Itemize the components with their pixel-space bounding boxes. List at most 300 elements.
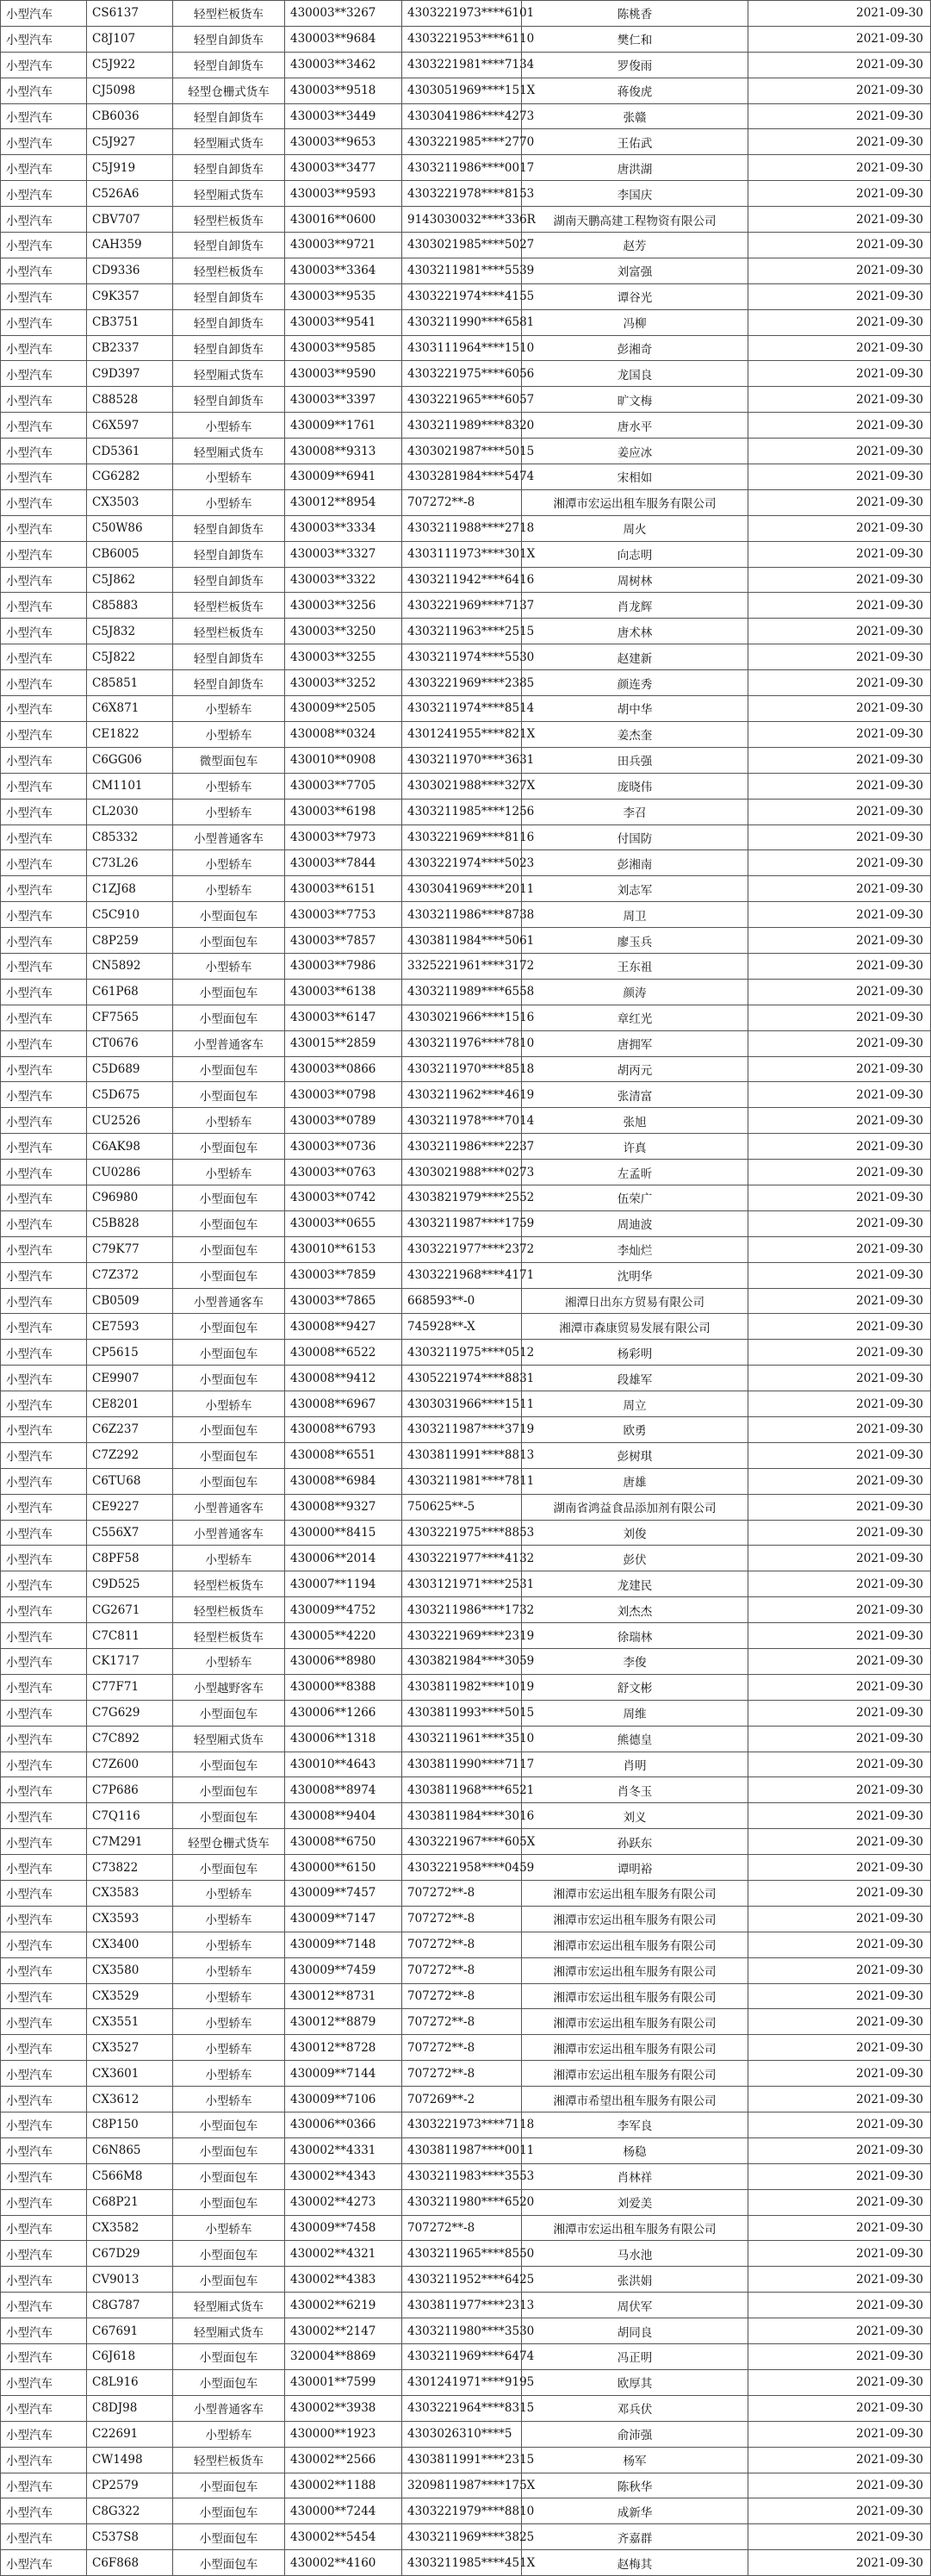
- cell-owner-name: 王东祖: [522, 953, 748, 979]
- cell-code-number: 430002**1188: [285, 2473, 402, 2498]
- cell-owner-id: 4303211961****3510: [402, 1726, 522, 1752]
- cell-date: 2021-09-30: [748, 1, 931, 27]
- cell-code-number: 430003**0798: [285, 1082, 402, 1108]
- cell-date: 2021-09-30: [748, 2447, 931, 2473]
- cell-vehicle-category: 小型汽车: [1, 1262, 87, 1288]
- table-row: [1, 2215, 931, 2241]
- cell-owner-id: 4303221969****2319: [402, 1623, 522, 1649]
- cell-owner-id: 3209811987****175X: [402, 2473, 522, 2498]
- cell-plate-number: C6J618: [87, 2344, 173, 2370]
- cell-date: 2021-09-30: [748, 1056, 931, 1082]
- cell-vehicle-type: 轻型厢式货车: [173, 2318, 285, 2344]
- cell-vehicle-category: 小型汽车: [1, 2344, 87, 2370]
- table-row: [1, 387, 931, 413]
- cell-owner-name: 欧厚其: [522, 2369, 748, 2395]
- cell-code-number: 430003**9518: [285, 78, 402, 103]
- cell-vehicle-category: 小型汽车: [1, 747, 87, 773]
- cell-vehicle-category: 小型汽车: [1, 1391, 87, 1417]
- cell-vehicle-type: 轻型自卸货车: [173, 155, 285, 181]
- table-row: [1, 1005, 931, 1030]
- cell-vehicle-type: 轻型自卸货车: [173, 670, 285, 696]
- cell-owner-id: 4303811977****2313: [402, 2293, 522, 2318]
- cell-vehicle-category: 小型汽车: [1, 2369, 87, 2395]
- cell-owner-name: 彭伏: [522, 1546, 748, 1571]
- table-row: [1, 2163, 931, 2189]
- table-row: [1, 773, 931, 799]
- cell-date: 2021-09-30: [748, 1210, 931, 1236]
- cell-plate-number: C6F868: [87, 2550, 173, 2576]
- cell-vehicle-category: 小型汽车: [1, 258, 87, 283]
- cell-date: 2021-09-30: [748, 309, 931, 335]
- cell-date: 2021-09-30: [748, 928, 931, 954]
- cell-owner-id: 4303221964****8315: [402, 2395, 522, 2421]
- table-row: [1, 979, 931, 1005]
- cell-owner-id: 4303211976****7810: [402, 1030, 522, 1056]
- table-row: [1, 696, 931, 722]
- cell-code-number: 430003**7859: [285, 1262, 402, 1288]
- cell-vehicle-category: 小型汽车: [1, 2087, 87, 2112]
- cell-plate-number: CE9227: [87, 1494, 173, 1520]
- cell-code-number: 430006**0366: [285, 2112, 402, 2138]
- cell-owner-name: 成新华: [522, 2498, 748, 2524]
- cell-plate-number: C68P21: [87, 2189, 173, 2215]
- cell-owner-id: 4303031966****1511: [402, 1391, 522, 1417]
- cell-vehicle-category: 小型汽车: [1, 1546, 87, 1571]
- cell-owner-id: 4303211980****6520: [402, 2189, 522, 2215]
- cell-date: 2021-09-30: [748, 696, 931, 722]
- cell-vehicle-type: 小型轿车: [173, 1906, 285, 1932]
- cell-vehicle-category: 小型汽车: [1, 439, 87, 464]
- cell-vehicle-type: 小型轿车: [173, 2421, 285, 2447]
- cell-vehicle-category: 小型汽车: [1, 824, 87, 850]
- cell-code-number: 430000**6150: [285, 1855, 402, 1881]
- cell-plate-number: C5J922: [87, 52, 173, 78]
- cell-owner-id: 4303211970****8518: [402, 1056, 522, 1082]
- cell-plate-number: C537S8: [87, 2524, 173, 2550]
- cell-owner-id: 4303211969****6474: [402, 2344, 522, 2370]
- cell-date: 2021-09-30: [748, 26, 931, 52]
- table-row: [1, 361, 931, 387]
- cell-vehicle-type: 小型轿车: [173, 1546, 285, 1571]
- cell-code-number: 430003**3255: [285, 644, 402, 670]
- cell-vehicle-type: 小型面包车: [173, 2344, 285, 2370]
- cell-vehicle-type: 小型轿车: [173, 799, 285, 824]
- cell-code-number: 430006**8980: [285, 1649, 402, 1675]
- cell-vehicle-type: 小型面包车: [173, 1777, 285, 1803]
- cell-vehicle-type: 小型面包车: [173, 928, 285, 954]
- cell-vehicle-category: 小型汽车: [1, 1314, 87, 1340]
- cell-date: 2021-09-30: [748, 1855, 931, 1881]
- cell-owner-name: 湖南省鸿益食品添加剂有限公司: [522, 1494, 748, 1520]
- cell-owner-id: 4303221967****605X: [402, 1829, 522, 1855]
- cell-vehicle-category: 小型汽车: [1, 309, 87, 335]
- cell-plate-number: C8DJ98: [87, 2395, 173, 2421]
- table-row: [1, 1236, 931, 1262]
- table-row: [1, 1855, 931, 1881]
- cell-vehicle-category: 小型汽车: [1, 1623, 87, 1649]
- cell-vehicle-category: 小型汽车: [1, 1649, 87, 1675]
- cell-vehicle-category: 小型汽车: [1, 2035, 87, 2061]
- table-row: [1, 1108, 931, 1134]
- cell-owner-id: 4303811982****1019: [402, 1674, 522, 1700]
- cell-code-number: 430003**9590: [285, 361, 402, 387]
- cell-owner-id: 4303811993****5015: [402, 1700, 522, 1726]
- cell-plate-number: C5B828: [87, 1210, 173, 1236]
- cell-date: 2021-09-30: [748, 1416, 931, 1442]
- cell-code-number: 430005**4220: [285, 1623, 402, 1649]
- cell-vehicle-type: 小型面包车: [173, 2112, 285, 2138]
- cell-date: 2021-09-30: [748, 258, 931, 283]
- table-row: [1, 1340, 931, 1366]
- cell-vehicle-category: 小型汽车: [1, 953, 87, 979]
- cell-vehicle-type: 小型面包车: [173, 2163, 285, 2189]
- cell-owner-id: 4303211985****1256: [402, 799, 522, 824]
- cell-date: 2021-09-30: [748, 1571, 931, 1597]
- cell-code-number: 430003**7857: [285, 928, 402, 954]
- cell-plate-number: C9D525: [87, 1571, 173, 1597]
- cell-owner-name: 蒋俊虎: [522, 78, 748, 103]
- cell-owner-name: 周树林: [522, 567, 748, 593]
- table-row: [1, 619, 931, 644]
- cell-vehicle-category: 小型汽车: [1, 361, 87, 387]
- cell-plate-number: CD5361: [87, 439, 173, 464]
- cell-date: 2021-09-30: [748, 1262, 931, 1288]
- table-row: [1, 1932, 931, 1957]
- cell-owner-name: 湘潭市宏运出租车服务有限公司: [522, 2061, 748, 2087]
- cell-vehicle-category: 小型汽车: [1, 155, 87, 181]
- cell-owner-id: 4303211952****6425: [402, 2267, 522, 2293]
- cell-owner-id: 4303811984****3016: [402, 1803, 522, 1829]
- cell-owner-name: 罗俊雨: [522, 52, 748, 78]
- cell-vehicle-category: 小型汽车: [1, 1082, 87, 1108]
- cell-date: 2021-09-30: [748, 1160, 931, 1185]
- table-row: [1, 1030, 931, 1056]
- cell-date: 2021-09-30: [748, 2395, 931, 2421]
- cell-owner-id: 4303221985****2770: [402, 129, 522, 155]
- table-row: [1, 1391, 931, 1417]
- cell-owner-name: 熊德皇: [522, 1726, 748, 1752]
- cell-date: 2021-09-30: [748, 2215, 931, 2241]
- cell-vehicle-category: 小型汽车: [1, 103, 87, 129]
- cell-vehicle-type: 轻型厢式货车: [173, 2293, 285, 2318]
- cell-date: 2021-09-30: [748, 1236, 931, 1262]
- cell-owner-name: 李国庆: [522, 181, 748, 207]
- cell-vehicle-type: 小型面包车: [173, 1803, 285, 1829]
- table-row: [1, 1957, 931, 1983]
- cell-code-number: 430003**3256: [285, 593, 402, 619]
- cell-plate-number: C79K77: [87, 1236, 173, 1262]
- cell-vehicle-type: 小型轿车: [173, 464, 285, 490]
- cell-date: 2021-09-30: [748, 2137, 931, 2163]
- cell-vehicle-type: 小型轿车: [173, 850, 285, 876]
- cell-owner-id: 4303281984****5474: [402, 464, 522, 490]
- cell-plate-number: C5J927: [87, 129, 173, 155]
- cell-plate-number: C7C811: [87, 1623, 173, 1649]
- cell-owner-name: 李军良: [522, 2112, 748, 2138]
- cell-vehicle-type: 小型面包车: [173, 1005, 285, 1030]
- cell-vehicle-type: 轻型厢式货车: [173, 439, 285, 464]
- cell-date: 2021-09-30: [748, 2087, 931, 2112]
- table-row: [1, 309, 931, 335]
- cell-vehicle-type: 小型面包车: [173, 1314, 285, 1340]
- cell-code-number: 430006**1318: [285, 1726, 402, 1752]
- cell-vehicle-category: 小型汽车: [1, 2241, 87, 2267]
- cell-vehicle-type: 小型面包车: [173, 1416, 285, 1442]
- cell-vehicle-category: 小型汽车: [1, 2137, 87, 2163]
- cell-code-number: 430002**6219: [285, 2293, 402, 2318]
- cell-code-number: 430003**0736: [285, 1134, 402, 1160]
- cell-vehicle-category: 小型汽车: [1, 2473, 87, 2498]
- cell-code-number: 430008**6551: [285, 1442, 402, 1468]
- cell-plate-number: CV9013: [87, 2267, 173, 2293]
- cell-owner-id: 4303211986****2237: [402, 1134, 522, 1160]
- table-row: [1, 155, 931, 181]
- cell-code-number: 430002**5454: [285, 2524, 402, 2550]
- cell-code-number: 430012**8731: [285, 1983, 402, 2009]
- cell-plate-number: C6X871: [87, 696, 173, 722]
- cell-date: 2021-09-30: [748, 413, 931, 439]
- cell-vehicle-category: 小型汽车: [1, 1520, 87, 1546]
- cell-owner-id: 4303211990****6581: [402, 309, 522, 335]
- cell-owner-id: 4303211989****6558: [402, 979, 522, 1005]
- cell-owner-name: 湘潭市宏运出租车服务有限公司: [522, 1983, 748, 2009]
- table-row: [1, 1803, 931, 1829]
- table-row: [1, 2267, 931, 2293]
- cell-date: 2021-09-30: [748, 1468, 931, 1494]
- cell-vehicle-category: 小型汽车: [1, 2215, 87, 2241]
- cell-plate-number: C1ZJ68: [87, 876, 173, 902]
- cell-owner-id: 4303211986****1732: [402, 1597, 522, 1623]
- cell-vehicle-type: 小型轿车: [173, 2087, 285, 2112]
- cell-owner-id: 4303041986****4273: [402, 103, 522, 129]
- cell-code-number: 430009**7457: [285, 1881, 402, 1907]
- cell-plate-number: CU0286: [87, 1160, 173, 1185]
- cell-owner-name: 张赣: [522, 103, 748, 129]
- cell-plate-number: C556X7: [87, 1520, 173, 1546]
- cell-vehicle-category: 小型汽车: [1, 644, 87, 670]
- cell-plate-number: CX3551: [87, 2009, 173, 2035]
- cell-code-number: 430009**7458: [285, 2215, 402, 2241]
- cell-code-number: 430003**7753: [285, 902, 402, 928]
- cell-vehicle-type: 小型面包车: [173, 2550, 285, 2576]
- cell-plate-number: C88528: [87, 387, 173, 413]
- cell-owner-name: 湘潭市宏运出租车服务有限公司: [522, 2215, 748, 2241]
- cell-vehicle-type: 小型轿车: [173, 1391, 285, 1417]
- cell-owner-name: 肖冬玉: [522, 1777, 748, 1803]
- cell-vehicle-type: 小型轿车: [173, 2035, 285, 2061]
- table-row: [1, 1674, 931, 1700]
- cell-date: 2021-09-30: [748, 979, 931, 1005]
- cell-code-number: 430008**9313: [285, 439, 402, 464]
- cell-date: 2021-09-30: [748, 567, 931, 593]
- cell-owner-name: 旷文梅: [522, 387, 748, 413]
- cell-vehicle-category: 小型汽车: [1, 2395, 87, 2421]
- cell-vehicle-category: 小型汽车: [1, 2112, 87, 2138]
- cell-owner-name: 唐水平: [522, 413, 748, 439]
- cell-owner-id: 4303111973****301X: [402, 541, 522, 567]
- cell-owner-id: 4303211980****3530: [402, 2318, 522, 2344]
- cell-date: 2021-09-30: [748, 1623, 931, 1649]
- cell-date: 2021-09-30: [748, 953, 931, 979]
- cell-plate-number: C22691: [87, 2421, 173, 2447]
- cell-plate-number: C5J832: [87, 619, 173, 644]
- cell-owner-name: 湘潭市宏运出租车服务有限公司: [522, 1906, 748, 1932]
- table-row: [1, 515, 931, 541]
- cell-vehicle-category: 小型汽车: [1, 979, 87, 1005]
- cell-owner-name: 周维: [522, 1700, 748, 1726]
- cell-owner-name: 刘志军: [522, 876, 748, 902]
- cell-code-number: 430009**4752: [285, 1597, 402, 1623]
- cell-code-number: 430008**8974: [285, 1777, 402, 1803]
- cell-vehicle-category: 小型汽车: [1, 1134, 87, 1160]
- cell-owner-id: 4303211988****2718: [402, 515, 522, 541]
- table-row: [1, 1777, 931, 1803]
- cell-date: 2021-09-30: [748, 1030, 931, 1056]
- cell-owner-name: 胡丙元: [522, 1056, 748, 1082]
- cell-vehicle-type: 轻型自卸货车: [173, 283, 285, 309]
- cell-owner-id: 4303211981****5539: [402, 258, 522, 283]
- cell-owner-name: 赵芳: [522, 233, 748, 258]
- cell-code-number: 430010**4643: [285, 1752, 402, 1777]
- cell-vehicle-category: 小型汽车: [1, 2061, 87, 2087]
- cell-owner-name: 刘俊: [522, 1520, 748, 1546]
- table-row: [1, 78, 931, 103]
- table-row: [1, 2344, 931, 2370]
- cell-vehicle-type: 小型面包车: [173, 2473, 285, 2498]
- cell-date: 2021-09-30: [748, 2524, 931, 2550]
- cell-owner-id: 4303811987****0011: [402, 2137, 522, 2163]
- cell-code-number: 430001**7599: [285, 2369, 402, 2395]
- table-row: [1, 1649, 931, 1675]
- table-row: [1, 1160, 931, 1185]
- table-row: [1, 2241, 931, 2267]
- cell-vehicle-category: 小型汽车: [1, 515, 87, 541]
- cell-owner-id: 4303211983****3553: [402, 2163, 522, 2189]
- cell-vehicle-category: 小型汽车: [1, 489, 87, 515]
- cell-date: 2021-09-30: [748, 181, 931, 207]
- cell-owner-id: 3325221961****3172: [402, 953, 522, 979]
- cell-vehicle-category: 小型汽车: [1, 1005, 87, 1030]
- cell-date: 2021-09-30: [748, 2163, 931, 2189]
- cell-owner-name: 宋相如: [522, 464, 748, 490]
- cell-vehicle-type: 小型轿车: [173, 1160, 285, 1185]
- table-row: [1, 413, 931, 439]
- cell-date: 2021-09-30: [748, 2189, 931, 2215]
- cell-date: 2021-09-30: [748, 233, 931, 258]
- cell-date: 2021-09-30: [748, 387, 931, 413]
- cell-vehicle-category: 小型汽车: [1, 928, 87, 954]
- cell-plate-number: C7Z600: [87, 1752, 173, 1777]
- cell-owner-id: 4303211981****7811: [402, 1468, 522, 1494]
- cell-date: 2021-09-30: [748, 1649, 931, 1675]
- table-row: [1, 2447, 931, 2473]
- cell-date: 2021-09-30: [748, 2344, 931, 2370]
- table-row: [1, 1416, 931, 1442]
- table-row: [1, 464, 931, 490]
- cell-vehicle-type: 小型普通客车: [173, 824, 285, 850]
- cell-owner-name: 孙跃东: [522, 1829, 748, 1855]
- cell-code-number: 430003**0763: [285, 1160, 402, 1185]
- cell-date: 2021-09-30: [748, 361, 931, 387]
- cell-date: 2021-09-30: [748, 78, 931, 103]
- cell-vehicle-category: 小型汽车: [1, 1983, 87, 2009]
- cell-date: 2021-09-30: [748, 1108, 931, 1134]
- cell-plate-number: CT0676: [87, 1030, 173, 1056]
- cell-code-number: 430012**8728: [285, 2035, 402, 2061]
- cell-vehicle-category: 小型汽车: [1, 1030, 87, 1056]
- cell-vehicle-type: 小型面包车: [173, 1752, 285, 1777]
- cell-owner-name: 彭树琪: [522, 1442, 748, 1468]
- cell-owner-name: 胡同良: [522, 2318, 748, 2344]
- cell-vehicle-category: 小型汽车: [1, 541, 87, 567]
- cell-vehicle-type: 轻型厢式货车: [173, 181, 285, 207]
- cell-date: 2021-09-30: [748, 52, 931, 78]
- cell-owner-id: 4303221975****6056: [402, 361, 522, 387]
- cell-vehicle-category: 小型汽车: [1, 2498, 87, 2524]
- cell-plate-number: CE8201: [87, 1391, 173, 1417]
- table-row: [1, 1700, 931, 1726]
- cell-plate-number: CG2671: [87, 1597, 173, 1623]
- cell-code-number: 430009**7106: [285, 2087, 402, 2112]
- cell-code-number: 430003**7986: [285, 953, 402, 979]
- cell-owner-id: 4303211962****4619: [402, 1082, 522, 1108]
- cell-code-number: 320004**8869: [285, 2344, 402, 2370]
- cell-plate-number: C7Z372: [87, 1262, 173, 1288]
- cell-owner-name: 李灿烂: [522, 1236, 748, 1262]
- table-row: [1, 876, 931, 902]
- cell-plate-number: CBV707: [87, 207, 173, 233]
- cell-code-number: 430003**0789: [285, 1108, 402, 1134]
- cell-vehicle-type: 小型面包车: [173, 1442, 285, 1468]
- cell-owner-name: 姜杰奎: [522, 721, 748, 747]
- table-row: [1, 1262, 931, 1288]
- cell-code-number: 430006**2014: [285, 1546, 402, 1571]
- cell-plate-number: CX3580: [87, 1957, 173, 1983]
- cell-code-number: 430003**9593: [285, 181, 402, 207]
- cell-owner-id: 4303211965****8550: [402, 2241, 522, 2267]
- cell-vehicle-type: 小型轿车: [173, 2009, 285, 2035]
- cell-vehicle-category: 小型汽车: [1, 1366, 87, 1391]
- cell-plate-number: CP5615: [87, 1340, 173, 1366]
- cell-plate-number: C5J862: [87, 567, 173, 593]
- cell-vehicle-category: 小型汽车: [1, 1210, 87, 1236]
- cell-plate-number: C9K357: [87, 283, 173, 309]
- cell-date: 2021-09-30: [748, 1185, 931, 1210]
- cell-owner-name: 陈秋华: [522, 2473, 748, 2498]
- cell-plate-number: CX3583: [87, 1881, 173, 1907]
- cell-owner-id: 707272**-8: [402, 489, 522, 515]
- cell-vehicle-type: 小型面包车: [173, 2498, 285, 2524]
- cell-date: 2021-09-30: [748, 2473, 931, 2498]
- cell-vehicle-type: 轻型自卸货车: [173, 26, 285, 52]
- cell-code-number: 430002**4273: [285, 2189, 402, 2215]
- cell-date: 2021-09-30: [748, 335, 931, 361]
- cell-code-number: 430002**2566: [285, 2447, 402, 2473]
- cell-owner-name: 徐瑞林: [522, 1623, 748, 1649]
- cell-owner-id: 4303051969****151X: [402, 78, 522, 103]
- cell-vehicle-type: 小型普通客车: [173, 2395, 285, 2421]
- cell-vehicle-type: 轻型栏板货车: [173, 1571, 285, 1597]
- cell-owner-id: 4303821979****2552: [402, 1185, 522, 1210]
- cell-date: 2021-09-30: [748, 1932, 931, 1957]
- cell-owner-id: 4303221974****4155: [402, 283, 522, 309]
- cell-owner-id: 707272**-8: [402, 2035, 522, 2061]
- cell-vehicle-category: 小型汽车: [1, 696, 87, 722]
- cell-code-number: 430002**4160: [285, 2550, 402, 2576]
- table-row: [1, 1881, 931, 1907]
- table-row: [1, 1288, 931, 1314]
- cell-date: 2021-09-30: [748, 644, 931, 670]
